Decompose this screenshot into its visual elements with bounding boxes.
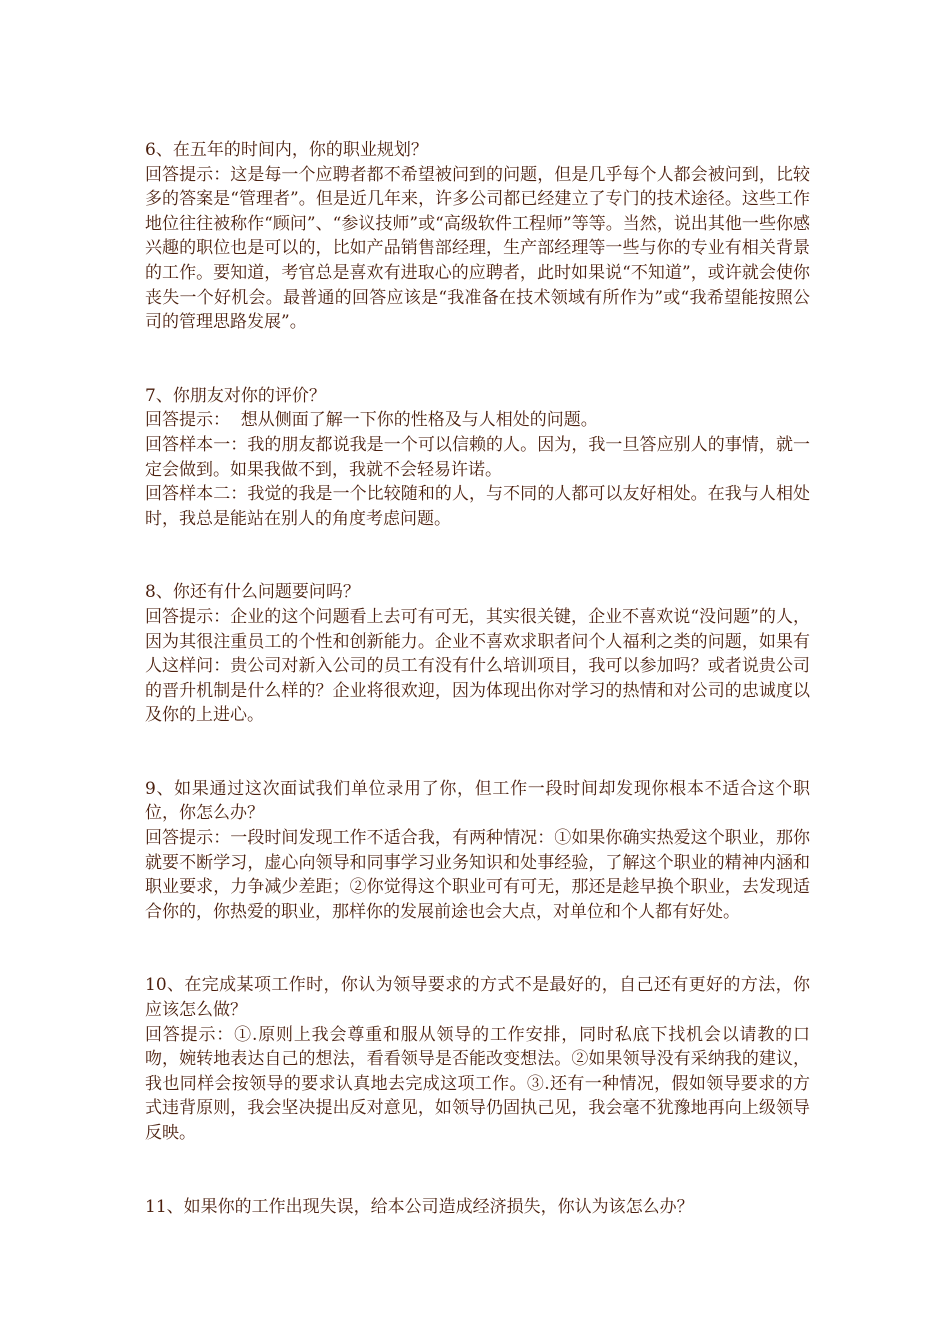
section-gap — [145, 728, 810, 777]
question-10 — [145, 973, 810, 1145]
section-gap — [145, 335, 810, 384]
answer-paragraph: 回答样本二：我觉的我是一个比较随和的人，与不同的人都可以友好相处。在我与人相处时，我总是能站在别人的角度考虑问题。 — [145, 484, 810, 529]
document-page — [145, 138, 810, 1219]
section-gap — [145, 1146, 810, 1195]
answer-paragraph: 回答提示： 想从侧面了解一下你的性格及与人相处的问题。 — [145, 410, 598, 431]
question-title: 8、你还有什么问题要问吗？ — [145, 582, 360, 603]
question-7 — [145, 384, 810, 532]
answer-paragraph: 回答提示：①.原则上我会尊重和服从领导的工作安排，同时私底下找机会以请教的口吻，婉转地表达自己的想法，看看领导是否能改变想法。②如果领导没有采纳我的建议，我也同样会按领导的要求认真地去完成这项工作。③.还有一种情况，假如领导要求的方式违背原则，我会坚决提出反对意见，如领导仍固执己见，我会毫不犹豫地再向上级领导反映。 — [145, 1024, 810, 1143]
answer-paragraph: 回答样本一：我的朋友都说我是一个可以信赖的人。因为，我一旦答应别人的事情，就一定会做到。如果我做不到，我就不会轻易许诺。 — [145, 434, 810, 480]
question-8 — [145, 580, 810, 728]
section-gap — [145, 531, 810, 580]
section-gap — [145, 924, 810, 973]
question-9 — [145, 777, 810, 925]
answer-paragraph: 回答提示：一段时间发现工作不适合我，有两种情况：①如果你确实热爱这个职业，那你就要不断学习，虚心向领导和同事学习业务知识和处事经验，了解这个职业的精神内涵和职业要求，力争减少差距；②你觉得这个职业可有可无，那还是趁早换个职业，去发现适合你的，你热爱的职业，那样你的发展前途也会大点，对单位和个人都有好处。 — [145, 828, 810, 922]
question-title: 7、你朋友对你的评价？ — [145, 385, 326, 406]
answer-paragraph: 回答提示：这是每一个应聘者都不希望被问到的问题，但是几乎每个人都会被问到，比较多的答案是“管理者”。但是近几年来，许多公司都已经建立了专门的技术途径。这些工作地位往往被称作“顾问”、“参议技师”或“高级软件工程师”等等。当然，说出其他一些你感兴趣的职位也是可以的，比如产品销售部经理，生产部经理等一些与你的专业有相关背景的工作。要知道，考官总是喜欢有进取心的应聘者，此时如果说“不知道”，或许就会使你丧失一个好机会。最普通的回答应该是“我准备在技术领域有所作为”或“我希望能按照公司的管理思路发展”。 — [145, 164, 810, 333]
question-11 — [145, 1195, 810, 1220]
question-6 — [145, 138, 810, 335]
answer-paragraph: 回答提示：企业的这个问题看上去可有可无，其实很关键，企业不喜欢说“没问题”的人，因为其很注重员工的个性和创新能力。企业不喜欢求职者问个人福利之类的问题，如果有人这样问：贵公司对新入公司的员工有没有什么培训项目，我可以参加吗？或者说贵公司的晋升机制是什么样的？企业将很欢迎，因为体现出你对学习的热情和对公司的忠诚度以及你的上进心。 — [145, 606, 810, 726]
question-title: 10、在完成某项工作时，你认为领导要求的方式不是最好的，自己还有更好的方法，你应该怎么做？ — [145, 975, 810, 1021]
question-title: 11、如果你的工作出现失误，给本公司造成经济损失，你认为该怎么办？ — [145, 1196, 694, 1217]
question-title: 6、在五年的时间内，你的职业规划？ — [145, 140, 428, 160]
question-title: 9、如果通过这次面试我们单位录用了你，但工作一段时间却发现你根本不适合这个职位，你怎么办？ — [145, 778, 810, 824]
